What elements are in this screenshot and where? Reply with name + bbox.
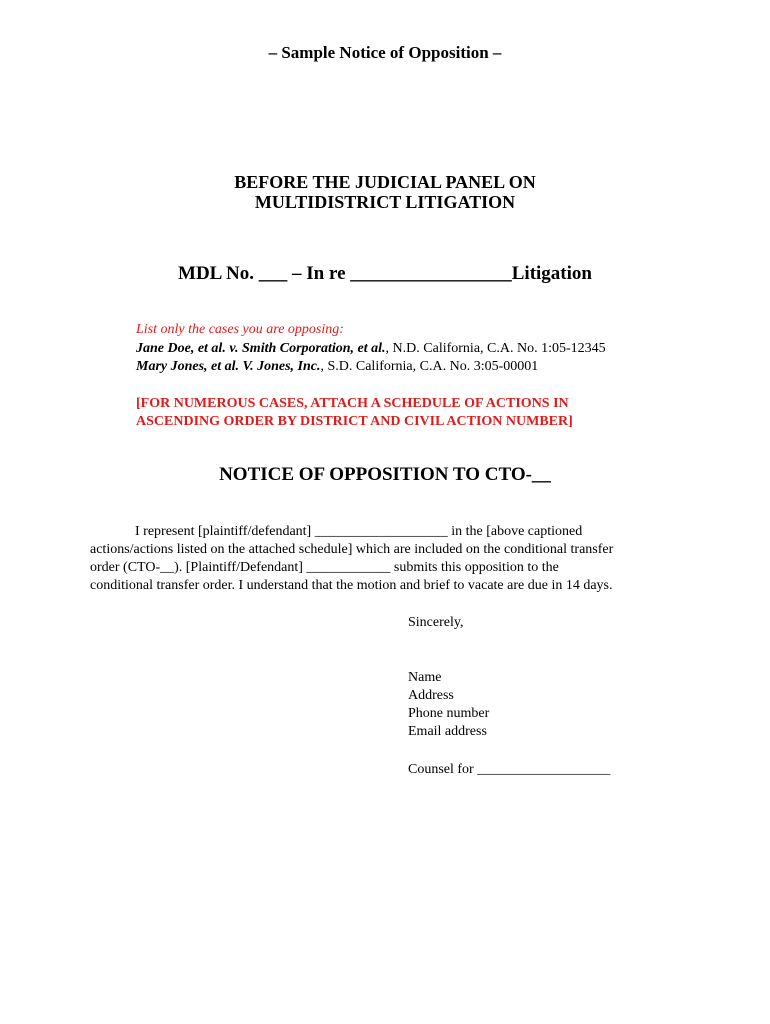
sample-title: – Sample Notice of Opposition – <box>268 43 502 62</box>
mdl-caption: MDL No. ___ – In re _________________Litigation <box>178 263 592 284</box>
body-paragraph-line: order (CTO-__). [Plaintiff/Defendant] ____________ submits this opposition to the <box>90 560 559 575</box>
case-entry <box>136 341 606 357</box>
body-paragraph-line: actions/actions listed on the attached schedule] which are included on the conditional transfer <box>90 542 614 557</box>
signature-phone: Phone number <box>408 706 490 721</box>
court-heading <box>0 172 770 212</box>
signature-email: Email address <box>408 724 487 739</box>
signature-name: Name <box>408 670 442 685</box>
schedule-note-line2: ASCENDING ORDER BY DISTRICT AND CIVIL ACTION NUMBER] <box>136 414 573 429</box>
body-paragraph-line: conditional transfer order. I understand that the motion and brief to vacate are due in 14 days. <box>90 578 613 593</box>
schedule-note <box>136 395 656 431</box>
case-details: , S.D. California, C.A. No. 3:05-00001 <box>320 359 539 374</box>
court-heading-line1: BEFORE THE JUDICIAL PANEL ON <box>234 172 536 192</box>
schedule-note-line1: [FOR NUMEROUS CASES, ATTACH A SCHEDULE OF ACTIONS IN <box>136 396 569 411</box>
court-heading-line2: MULTIDISTRICT LITIGATION <box>254 192 516 212</box>
signature-closing: Sincerely, <box>408 615 464 630</box>
notice-title: NOTICE OF OPPOSITION TO CTO-__ <box>219 464 551 485</box>
case-entry <box>136 359 538 375</box>
body-paragraph-line: I represent [plaintiff/defendant] ___________________ in the [above captioned <box>135 524 583 539</box>
signature-counsel-for: Counsel for ___________________ <box>408 762 611 777</box>
case-name: Mary Jones, et al. V. Jones, Inc. <box>136 359 321 374</box>
case-name: Jane Doe, et al. v. Smith Corporation, et al. <box>136 341 386 356</box>
case-details: , N.D. California, C.A. No. 1:05-12345 <box>385 341 606 356</box>
opposed-cases-instruction: List only the cases you are opposing: <box>136 322 344 337</box>
signature-address: Address <box>408 688 454 703</box>
